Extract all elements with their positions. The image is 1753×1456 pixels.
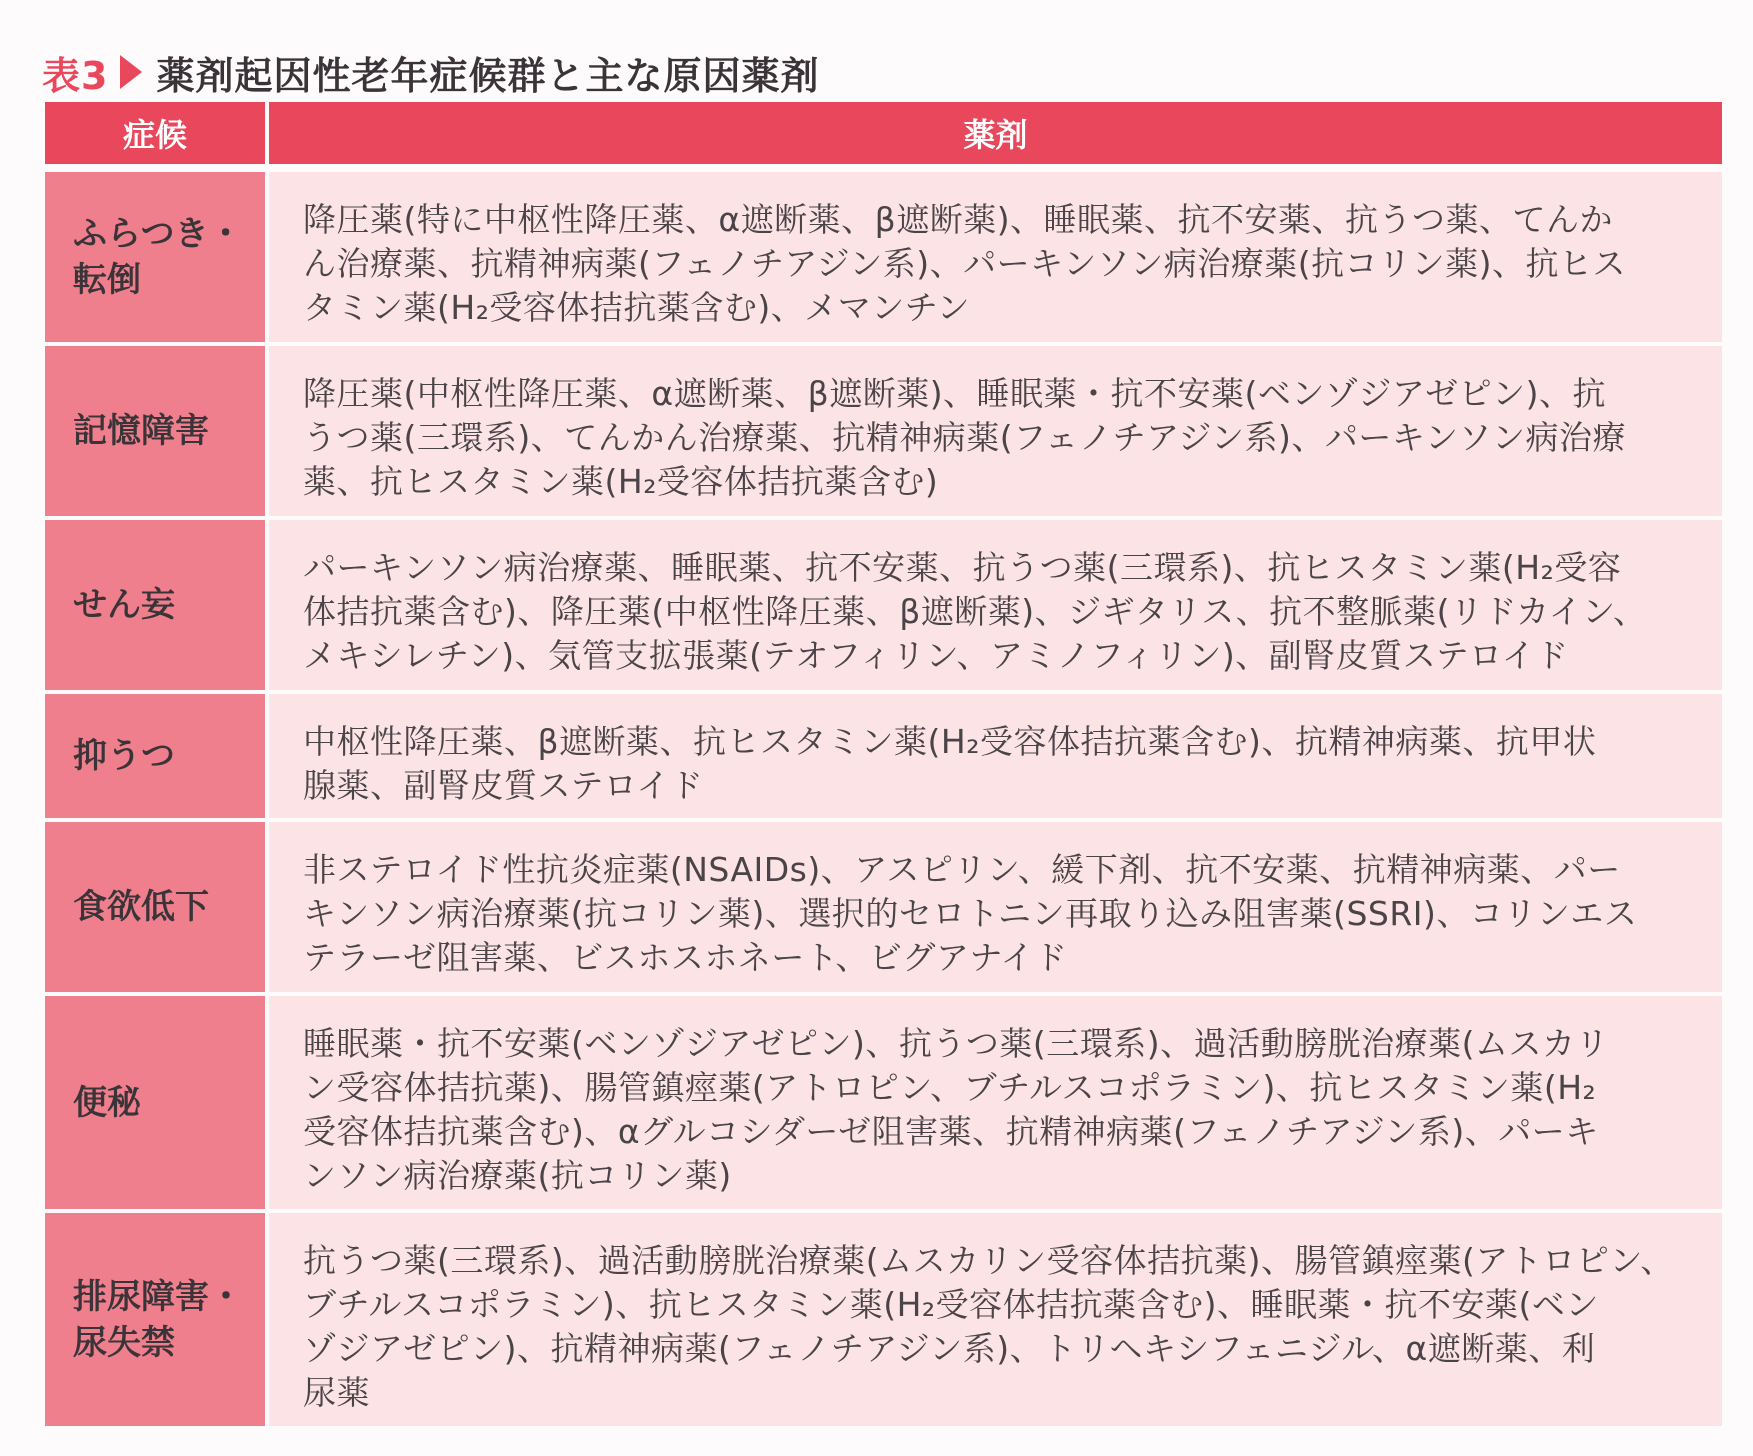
drugs-cell: 降圧薬(特に中枢性降圧薬、α遮断薬、β遮断薬)、睡眠薬、抗不安薬、抗うつ薬、てんか ん治療薬、抗精神病薬(フェノチアジン系)、パーキンソン病治療薬(抗コリン薬)、抗ヒス タミン薬(H₂受容体拮抗薬含む)、メマンチン — [265, 172, 1722, 342]
symptom-cell — [45, 520, 265, 690]
table-caption — [42, 44, 819, 100]
symptom-text: 記憶障害 — [73, 411, 209, 451]
symptom-text: せん妄 — [73, 585, 175, 625]
table-row — [45, 1209, 1722, 1426]
table-row — [45, 516, 1722, 690]
drug-symptom-table — [45, 102, 1722, 1426]
symptom-cell — [45, 1213, 265, 1426]
header-symptom: 症候 — [122, 116, 187, 154]
symptom-cell — [45, 694, 265, 818]
symptom-text: 排尿障害・ 尿失禁 — [73, 1276, 243, 1363]
drugs-cell: 抗うつ薬(三環系)、過活動膀胱治療薬(ムスカリン受容体拮抗薬)、腸管鎮痙薬(アトロピン、 ブチルスコポラミン)、抗ヒスタミン薬(H₂受容体拮抗薬含む)、睡眠薬・抗不安薬(ベン ゾジアゼピン)、抗精神病薬(フェノチアジン系)、トリヘキシフェニジル、α遮断薬、利 尿薬 — [265, 1213, 1722, 1426]
table-number: 表3 — [42, 53, 109, 98]
symptom-text: 抑うつ — [73, 736, 175, 776]
table-header-row — [45, 102, 1722, 164]
symptom-cell — [45, 822, 265, 992]
symptom-cell — [45, 172, 265, 342]
symptom-text: ふらつき・ 転倒 — [73, 214, 243, 300]
table-row — [45, 168, 1722, 342]
table-row — [45, 342, 1722, 516]
drugs-cell: パーキンソン病治療薬、睡眠薬、抗不安薬、抗うつ薬(三環系)、抗ヒスタミン薬(H₂受容 体拮抗薬含む)、降圧薬(中枢性降圧薬、β遮断薬)、ジギタリス、抗不整脈薬(リドカイン、 メキシレチン)、気管支拡張薬(テオフィリン、アミノフィリン)、副腎皮質ステロイド — [265, 520, 1722, 690]
drugs-cell: 中枢性降圧薬、β遮断薬、抗ヒスタミン薬(H₂受容体拮抗薬含む)、抗精神病薬、抗甲状 腺薬、副腎皮質ステロイド — [265, 694, 1722, 818]
header-drugs: 薬剤 — [265, 102, 1722, 164]
drugs-cell: 睡眠薬・抗不安薬(ベンゾジアゼピン)、抗うつ薬(三環系)、過活動膀胱治療薬(ムスカリ ン受容体拮抗薬)、腸管鎮痙薬(アトロピン、ブチルスコポラミン)、抗ヒスタミン薬(H₂ 受容体拮抗薬含む)、αグルコシダーゼ阻害薬、抗精神病薬(フェノチアジン系)、パーキ ンソン病治療薬(抗コリン薬) — [265, 996, 1722, 1209]
table-row — [45, 690, 1722, 818]
table-row — [45, 992, 1722, 1209]
triangle-arrow-icon — [120, 55, 142, 89]
symptom-cell — [45, 346, 265, 516]
table-row — [45, 818, 1722, 992]
table-title: 薬剤起因性老年症候群と主な原因薬剤 — [156, 53, 820, 98]
symptom-text: 食欲低下 — [73, 887, 209, 927]
drugs-cell: 非ステロイド性抗炎症薬(NSAIDs)、アスピリン、緩下剤、抗不安薬、抗精神病薬、パー キンソン病治療薬(抗コリン薬)、選択的セロトニン再取り込み阻害薬(SSRI)、コリンエス テラーゼ阻害薬、ビスホスホネート、ビグアナイド — [265, 822, 1722, 992]
symptom-text: 便秘 — [73, 1082, 141, 1123]
symptom-cell — [45, 996, 265, 1209]
drugs-cell: 降圧薬(中枢性降圧薬、α遮断薬、β遮断薬)、睡眠薬・抗不安薬(ベンゾジアゼピン)、抗 うつ薬(三環系)、てんかん治療薬、抗精神病薬(フェノチアジン系)、パーキンソン病治療 薬、抗ヒスタミン薬(H₂受容体拮抗薬含む) — [265, 346, 1722, 516]
